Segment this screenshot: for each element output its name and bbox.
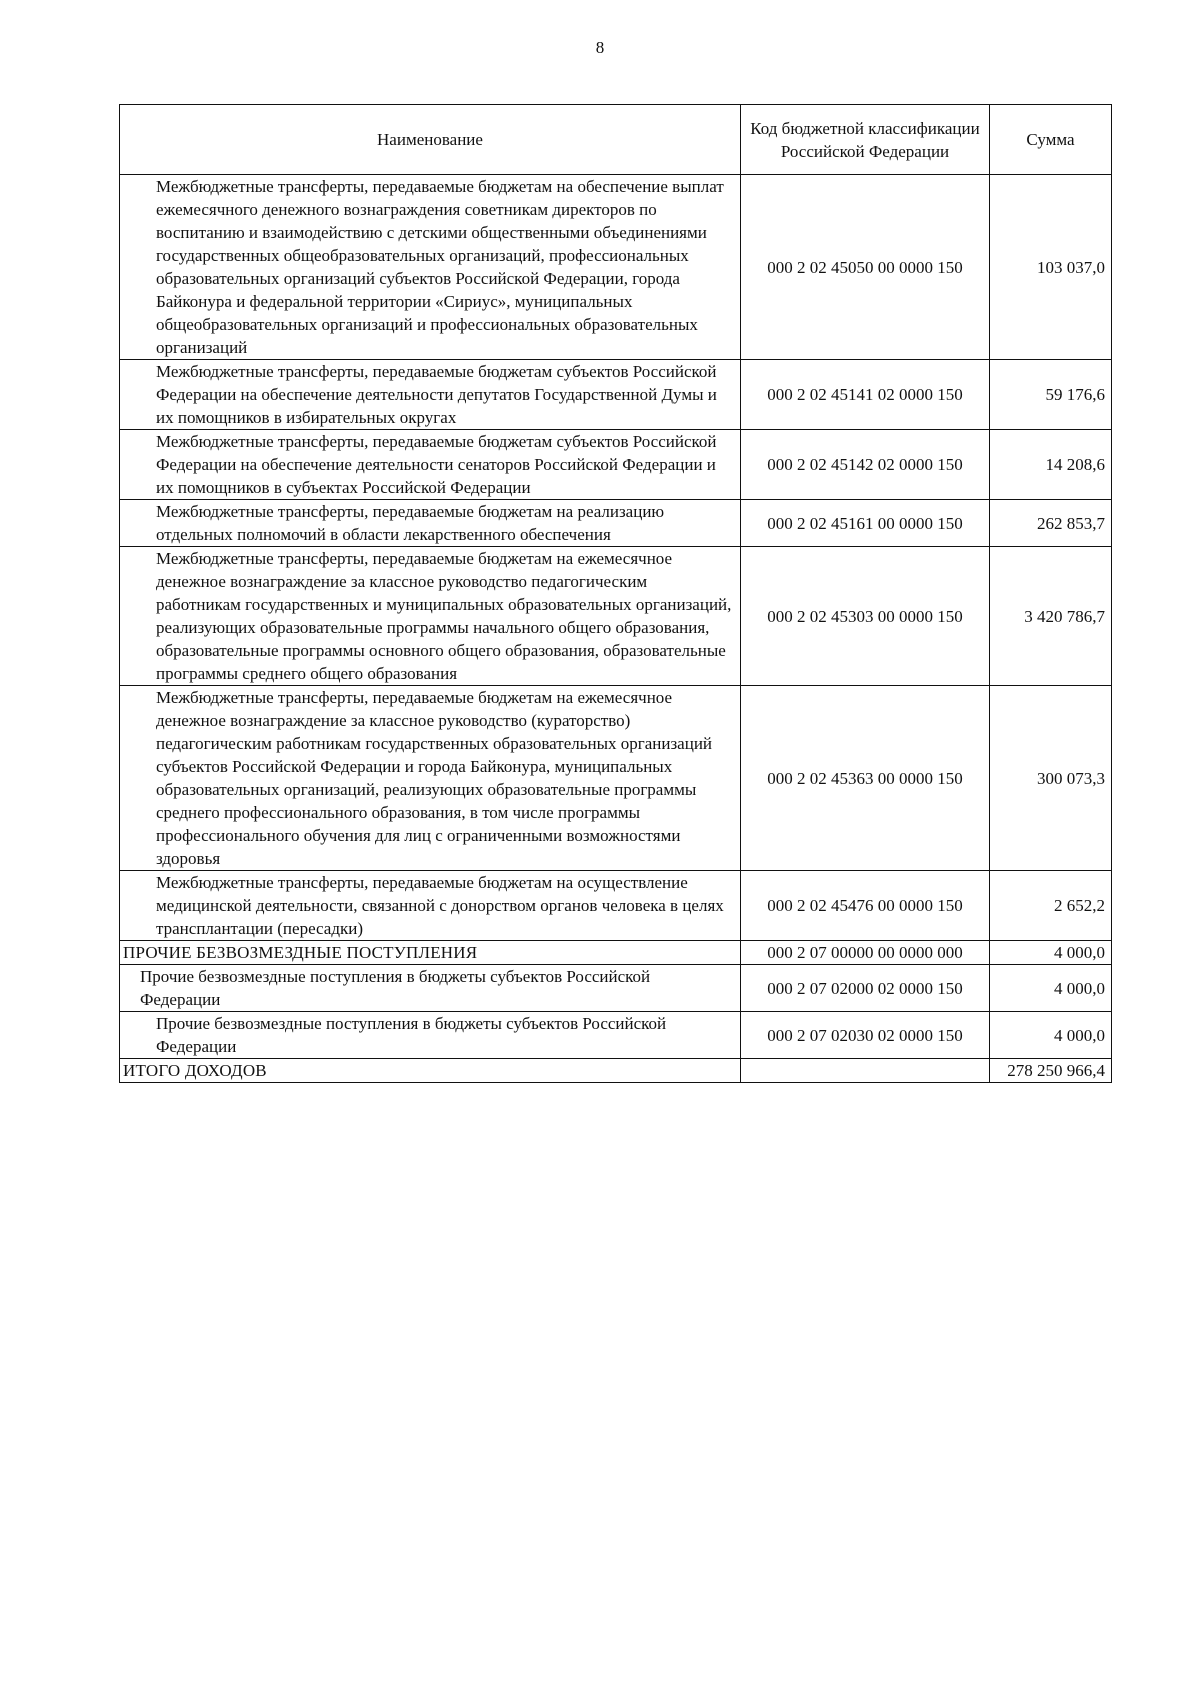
row-sum: 2 652,2	[990, 871, 1112, 941]
row-name: Межбюджетные трансферты, передаваемые бюджетам на обеспечение выплат ежемесячного денежного вознаграждения советникам директоров по воспитанию и взаимодействию с детскими общественными объединениями государственных общеобразовательных организаций, профессиональных образовательных организаций субъектов Российской Федерации, города Байконура и федеральной территории «Сириус», муниципальных общеобразовательных организаций и профессиональных образовательных организаций	[120, 175, 741, 360]
row-sum: 103 037,0	[990, 175, 1112, 360]
row-name: Межбюджетные трансферты, передаваемые бюджетам на осуществление медицинской деятельности, связанной с донорством органов человека в целях трансплантации (пересадки)	[120, 871, 741, 941]
row-sum: 14 208,6	[990, 430, 1112, 500]
header-name: Наименование	[120, 105, 741, 175]
row-code: 000 2 07 00000 00 0000 000	[741, 941, 990, 965]
table-row	[120, 686, 1112, 871]
table-row	[120, 965, 1112, 1012]
row-name: ПРОЧИЕ БЕЗВОЗМЕЗДНЫЕ ПОСТУПЛЕНИЯ	[120, 941, 741, 965]
header-sum: Сумма	[990, 105, 1112, 175]
row-code: 000 2 02 45141 02 0000 150	[741, 360, 990, 430]
row-name: Прочие безвозмездные поступления в бюджеты субъектов Российской Федерации	[120, 1012, 741, 1059]
row-name: Межбюджетные трансферты, передаваемые бюджетам на ежемесячное денежное вознаграждение за классное руководство (кураторство) педагогическим работникам государственных образовательных организаций субъектов Российской Федерации и города Байконура, муниципальных образовательных организаций, реализующих образовательные программы среднего профессионального образования, в том числе программы профессионального обучения для лиц с ограниченными возможностями здоровья	[120, 686, 741, 871]
page-number: 8	[595, 38, 605, 57]
row-sum: 4 000,0	[990, 965, 1112, 1012]
header-code: Код бюджетной классификации Российской Федерации	[741, 105, 990, 175]
table-row-total	[120, 1059, 1112, 1083]
table-row-section	[120, 941, 1112, 965]
row-sum: 4 000,0	[990, 941, 1112, 965]
row-code: 000 2 07 02030 02 0000 150	[741, 1012, 990, 1059]
row-code: 000 2 02 45142 02 0000 150	[741, 430, 990, 500]
row-sum: 3 420 786,7	[990, 547, 1112, 686]
table-row	[120, 500, 1112, 547]
row-name: Прочие безвозмездные поступления в бюджеты субъектов Российской Федерации	[120, 965, 741, 1012]
budget-income-table	[119, 104, 1112, 1083]
table-row	[120, 430, 1112, 500]
total-label: ИТОГО ДОХОДОВ	[120, 1059, 741, 1083]
row-name: Межбюджетные трансферты, передаваемые бюджетам на реализацию отдельных полномочий в области лекарственного обеспечения	[120, 500, 741, 547]
row-name: Межбюджетные трансферты, передаваемые бюджетам на ежемесячное денежное вознаграждение за классное руководство педагогическим работникам государственных и муниципальных образовательных организаций, реализующих образовательные программы начального общего образования, образовательные программы основного общего образования, образовательные программы среднего общего образования	[120, 547, 741, 686]
table-header-row	[120, 105, 1112, 175]
table-row	[120, 871, 1112, 941]
row-name: Межбюджетные трансферты, передаваемые бюджетам субъектов Российской Федерации на обеспечение деятельности сенаторов Российской Федерации и их помощников в субъектах Российской Федерации	[120, 430, 741, 500]
row-code: 000 2 02 45161 00 0000 150	[741, 500, 990, 547]
row-code: 000 2 02 45476 00 0000 150	[741, 871, 990, 941]
table-body	[120, 175, 1112, 1083]
total-sum: 278 250 966,4	[990, 1059, 1112, 1083]
row-sum: 4 000,0	[990, 1012, 1112, 1059]
table-row	[120, 360, 1112, 430]
table-row	[120, 175, 1112, 360]
table-row	[120, 547, 1112, 686]
table-row	[120, 1012, 1112, 1059]
row-code: 000 2 07 02000 02 0000 150	[741, 965, 990, 1012]
row-sum: 262 853,7	[990, 500, 1112, 547]
row-sum: 300 073,3	[990, 686, 1112, 871]
row-name: Межбюджетные трансферты, передаваемые бюджетам субъектов Российской Федерации на обеспечение деятельности депутатов Государственной Думы и их помощников в избирательных округах	[120, 360, 741, 430]
row-sum: 59 176,6	[990, 360, 1112, 430]
total-code	[741, 1059, 990, 1083]
row-code: 000 2 02 45050 00 0000 150	[741, 175, 990, 360]
row-code: 000 2 02 45363 00 0000 150	[741, 686, 990, 871]
row-code: 000 2 02 45303 00 0000 150	[741, 547, 990, 686]
